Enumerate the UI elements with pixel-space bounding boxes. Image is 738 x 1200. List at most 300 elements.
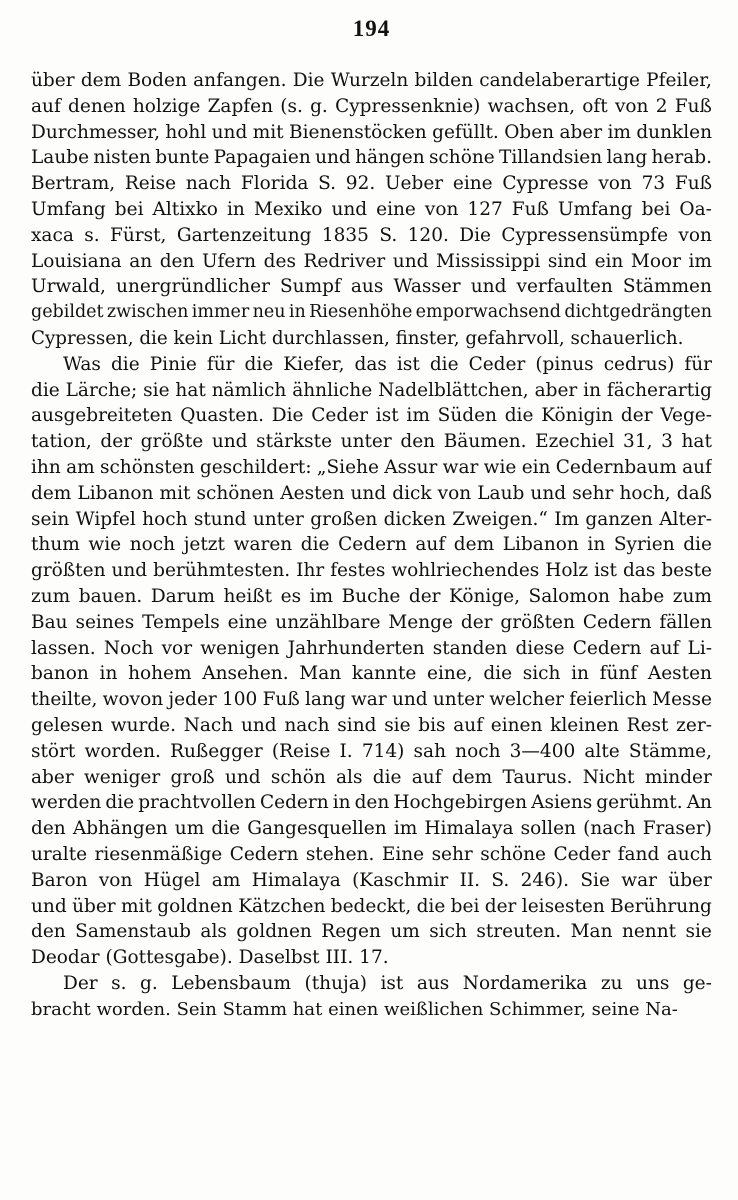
word: Abhängen xyxy=(72,818,168,840)
text-line xyxy=(31,610,712,636)
text-line xyxy=(31,997,712,1023)
word: ge- xyxy=(682,972,712,994)
word: kannte xyxy=(351,663,417,685)
word: III. xyxy=(325,947,360,969)
word: Jahrhunderten xyxy=(287,637,425,659)
word: und xyxy=(31,895,67,917)
word: der xyxy=(484,895,517,917)
word: Ezechiel xyxy=(535,431,615,453)
word: auf xyxy=(682,456,712,478)
word: stört xyxy=(31,740,76,762)
word: Gangesquellen xyxy=(247,818,387,840)
paragraph xyxy=(31,352,712,971)
word: Umfang xyxy=(557,198,633,220)
word: die xyxy=(300,534,330,556)
word: dem xyxy=(31,482,72,504)
word: unter xyxy=(252,508,304,530)
word: um xyxy=(390,921,420,943)
word: zu xyxy=(600,972,623,994)
word: sie xyxy=(685,921,712,943)
word: die xyxy=(683,534,712,556)
word: über xyxy=(31,70,75,91)
word: Reise xyxy=(124,173,177,195)
word: fand xyxy=(617,843,660,865)
word: Fuß xyxy=(674,95,712,117)
word: Ueber xyxy=(384,173,444,195)
word: und xyxy=(391,689,428,711)
word: Umfang xyxy=(31,198,106,220)
word: gelesen xyxy=(31,714,104,736)
word: sie xyxy=(384,714,411,736)
word: von xyxy=(424,198,459,220)
word: Tempels xyxy=(142,611,220,633)
word: stehen. xyxy=(305,843,375,865)
word: ähnliche xyxy=(292,379,373,401)
word: Baron xyxy=(31,869,88,891)
text-line xyxy=(31,300,712,326)
word: Cypresse xyxy=(502,173,589,195)
word: Regen xyxy=(321,921,381,943)
word: Schimmer, xyxy=(489,998,592,1020)
word: Wurzeln xyxy=(330,70,409,91)
word: riesenmäßige xyxy=(94,843,223,865)
word: Li- xyxy=(687,637,712,659)
word: (thuja) xyxy=(304,972,367,994)
word: Nordamerika xyxy=(462,972,588,994)
word: hohem xyxy=(128,663,192,685)
word: bilden xyxy=(414,70,473,91)
word: und xyxy=(392,250,429,272)
word: bei xyxy=(450,895,480,917)
word: immer xyxy=(191,302,250,323)
word: Bienenstöcken xyxy=(288,121,427,143)
text-line xyxy=(31,249,712,275)
word: 127 xyxy=(467,198,503,220)
text-line xyxy=(31,352,712,378)
text-line xyxy=(31,636,712,662)
word: Na- xyxy=(645,998,678,1020)
word: Mexiko xyxy=(253,198,323,220)
word: aber xyxy=(31,766,74,788)
word: hohl xyxy=(165,121,207,143)
word: emporwachsend xyxy=(415,302,562,323)
word: lassen. xyxy=(31,637,96,659)
word: die xyxy=(139,327,174,349)
word: den xyxy=(31,921,66,943)
word: g. xyxy=(140,972,158,994)
word: weniger xyxy=(83,766,161,788)
page-number: 194 xyxy=(352,16,391,41)
word: unter xyxy=(340,431,392,453)
word: Könige, xyxy=(449,585,521,607)
word: Cedernbaum xyxy=(555,456,677,478)
text-line xyxy=(31,532,712,558)
word: nämlich xyxy=(211,379,287,401)
word: Man xyxy=(299,663,342,685)
word: es xyxy=(280,585,302,607)
word: diese xyxy=(515,637,565,659)
word: Bertram, xyxy=(31,173,116,195)
word: kleinen xyxy=(550,714,619,736)
word: eine xyxy=(452,173,493,195)
word: Süden xyxy=(437,405,497,427)
word: Asiens xyxy=(531,792,593,814)
word: hoch, xyxy=(619,482,671,504)
word: war xyxy=(350,689,387,711)
word: hoch xyxy=(142,508,188,530)
word: wurde. xyxy=(110,714,176,736)
word: eine, xyxy=(427,663,473,685)
word: 2 xyxy=(655,95,668,117)
word: Fraser) xyxy=(642,818,712,840)
word: 1835 xyxy=(321,224,369,246)
word: Lärche; xyxy=(65,379,138,401)
word: Fürst, xyxy=(110,224,167,246)
word: ein xyxy=(521,456,551,478)
word: Kätzchen xyxy=(238,895,326,917)
text-line xyxy=(31,868,712,894)
word: gerühmt. xyxy=(596,792,683,814)
word: S. xyxy=(379,224,398,246)
word: ganzen xyxy=(585,508,653,530)
word: mit xyxy=(159,482,191,504)
word: finster, xyxy=(395,327,466,349)
word: Darum xyxy=(150,585,215,607)
word: Die xyxy=(459,224,491,246)
word: bunte xyxy=(155,147,210,169)
word: prachtvollen xyxy=(138,792,256,814)
word: goldnen xyxy=(157,895,233,917)
word: (Reise xyxy=(271,740,331,762)
word: Was xyxy=(63,353,101,375)
word: und xyxy=(224,766,261,788)
word: s. xyxy=(84,224,100,246)
word: alte xyxy=(584,740,620,762)
word: wohlriechendes xyxy=(391,560,540,582)
word: in xyxy=(587,534,606,556)
word: Taurus. xyxy=(502,766,573,788)
word: Noch xyxy=(103,637,154,659)
word: fällen xyxy=(659,611,712,633)
word: von xyxy=(614,95,649,117)
word: leisesten xyxy=(521,895,605,917)
word: herab. xyxy=(651,147,712,169)
word: gefüllt. xyxy=(432,121,499,143)
word: dicken xyxy=(383,508,446,530)
word: den xyxy=(354,792,390,814)
word: Sie xyxy=(580,869,610,891)
word: sich xyxy=(522,663,561,685)
word: als xyxy=(200,921,227,943)
word: schönen xyxy=(196,482,275,504)
word: 100 xyxy=(222,689,258,711)
word: worden. xyxy=(84,740,161,762)
text-line xyxy=(31,481,712,507)
word: und xyxy=(315,147,351,169)
word: Cypressensümpfe xyxy=(501,224,669,246)
word: stund xyxy=(193,508,247,530)
word: die xyxy=(372,766,402,788)
word: in xyxy=(332,792,351,814)
word: sehr xyxy=(431,843,473,865)
word: Fuß xyxy=(511,198,549,220)
word: über xyxy=(668,869,712,891)
word: der xyxy=(408,585,441,607)
word: Durchmesser, xyxy=(31,121,160,143)
word: Altixko xyxy=(152,198,218,220)
text-line xyxy=(31,68,712,94)
word: dunklen xyxy=(636,121,712,143)
word: (nach xyxy=(583,818,636,840)
word: seine xyxy=(591,998,646,1020)
word: berühmtesten. xyxy=(153,560,291,582)
word: ausgebreiteten xyxy=(31,405,173,427)
word: Quasten. xyxy=(180,405,265,427)
word: Hochgebirgen xyxy=(393,792,528,814)
word: gefahrvoll, xyxy=(465,327,571,349)
word: auf xyxy=(411,766,442,788)
word: Berührung xyxy=(610,895,712,917)
word: auf xyxy=(649,637,680,659)
word: in xyxy=(99,663,118,685)
word: um xyxy=(174,818,205,840)
word: Cedern xyxy=(572,637,642,659)
word: dem xyxy=(451,766,493,788)
word: lang xyxy=(304,689,346,711)
word: hat xyxy=(681,431,712,453)
word: Wipfel xyxy=(75,508,136,530)
word: im xyxy=(688,250,712,272)
text-line xyxy=(31,945,712,971)
word: banon xyxy=(31,663,89,685)
word: Moor xyxy=(630,250,681,272)
word: minder xyxy=(644,766,712,788)
word: schöne xyxy=(480,843,546,865)
paragraph xyxy=(31,68,712,352)
word: bis xyxy=(418,714,446,736)
word: lang xyxy=(606,147,648,169)
word: in xyxy=(571,663,589,685)
word: die xyxy=(504,405,534,427)
text-line xyxy=(31,842,712,868)
word: das xyxy=(622,560,656,582)
word: aber xyxy=(559,121,603,143)
word: hat xyxy=(292,998,329,1020)
word: und xyxy=(331,198,368,220)
word: den xyxy=(31,818,66,840)
word: (Gottesgabe). xyxy=(105,947,239,969)
word: Ihr xyxy=(296,560,325,582)
word: hat xyxy=(175,379,206,401)
word: Oa- xyxy=(679,198,712,220)
word: Ceder xyxy=(468,353,526,375)
word: und xyxy=(211,431,248,453)
word: tation, xyxy=(31,431,92,453)
word: Alter- xyxy=(659,508,712,530)
word: (Kaschmir xyxy=(352,869,449,891)
word: Salomon xyxy=(528,585,610,607)
word: Fuß xyxy=(262,689,300,711)
word: Libanon xyxy=(502,534,579,556)
word: sie xyxy=(143,379,170,401)
word: Vege- xyxy=(660,405,712,427)
word: sein xyxy=(31,508,70,530)
word: für xyxy=(206,353,235,375)
word: am xyxy=(211,869,241,891)
word: waren xyxy=(233,534,293,556)
word: Papagaien xyxy=(213,147,311,169)
text-line xyxy=(31,197,712,223)
word: dick xyxy=(392,482,432,504)
text-line xyxy=(31,584,712,610)
word: war xyxy=(442,456,479,478)
word: und xyxy=(530,482,567,504)
paragraph xyxy=(31,971,712,1023)
word: Boden xyxy=(127,70,187,91)
text-line xyxy=(31,739,712,765)
word: im xyxy=(393,818,418,840)
word: Libanon xyxy=(77,482,154,504)
word: An xyxy=(686,792,712,814)
word: mit xyxy=(121,895,152,917)
word: unergründlicher xyxy=(116,276,270,298)
word: sind xyxy=(337,714,377,736)
word: und xyxy=(470,276,507,298)
word: nisten xyxy=(93,147,151,169)
word: Der xyxy=(63,972,98,994)
word: stärkste xyxy=(256,431,333,453)
word: vor xyxy=(161,637,193,659)
word: Nadelblättchen, xyxy=(378,379,529,401)
word: am xyxy=(66,456,95,478)
word: aus xyxy=(416,972,450,994)
word: uralte xyxy=(31,843,88,865)
word: auf xyxy=(453,714,484,736)
word: ist xyxy=(375,405,399,427)
word: die xyxy=(429,353,459,375)
word: standen xyxy=(432,637,508,659)
word: Samenstaub xyxy=(75,921,191,943)
text-line xyxy=(31,94,712,120)
word: Die xyxy=(292,70,325,91)
word: groß xyxy=(170,766,215,788)
word: als xyxy=(336,766,363,788)
word: Aesten xyxy=(280,482,345,504)
word: sehr xyxy=(572,482,614,504)
word: dichtgedrängten xyxy=(564,302,712,323)
word: jetzt xyxy=(183,534,225,556)
word: I. xyxy=(339,740,353,762)
word: uns xyxy=(636,972,670,994)
word: größten xyxy=(31,560,106,582)
word: welcher xyxy=(489,689,564,711)
word: der xyxy=(100,431,133,453)
text-line xyxy=(31,790,712,816)
word: Menge xyxy=(388,611,453,633)
word: schauerlich. xyxy=(570,327,684,349)
word: ein xyxy=(594,250,624,272)
word: Cypressen, xyxy=(31,327,140,349)
word: die xyxy=(211,818,241,840)
text-line xyxy=(31,403,712,429)
word: Ufern xyxy=(201,250,257,272)
word: die xyxy=(105,792,135,814)
word: ist xyxy=(594,560,617,582)
word: die xyxy=(244,353,274,375)
word: wenigen xyxy=(200,637,280,659)
word: von xyxy=(437,482,472,504)
word: noch xyxy=(455,740,501,762)
word: im xyxy=(406,405,430,427)
word: über xyxy=(72,895,116,917)
word: Himalaya xyxy=(424,818,514,840)
word: Die xyxy=(271,405,304,427)
word: des xyxy=(263,250,296,272)
text-line xyxy=(31,687,712,713)
word: neu xyxy=(252,302,286,323)
word: verfaulten xyxy=(516,276,613,298)
word: worden. xyxy=(96,998,177,1020)
word: theilte, xyxy=(31,689,98,711)
word: Oben xyxy=(504,121,555,143)
word: gebildet xyxy=(31,302,104,323)
word: feierlich xyxy=(569,689,647,711)
word: Louisiana xyxy=(31,250,122,272)
word: Riesenhöhe xyxy=(309,302,413,323)
word: Redriver xyxy=(303,250,386,272)
word: ihn xyxy=(31,456,61,478)
word: oft xyxy=(582,95,608,117)
word: sollen xyxy=(520,818,576,840)
word: denen xyxy=(68,95,126,117)
word: bei xyxy=(641,198,671,220)
text-line xyxy=(31,145,712,171)
word: war xyxy=(621,869,657,891)
text-line xyxy=(31,378,712,404)
word: Messe xyxy=(652,689,712,711)
word: Assur xyxy=(384,456,438,478)
word: für xyxy=(684,353,712,375)
word: Rußegger xyxy=(170,740,263,762)
word: weißlichen xyxy=(384,998,490,1020)
word: 3 xyxy=(661,431,673,453)
word: durchlassen, xyxy=(271,327,396,349)
text-line xyxy=(31,971,712,997)
word: aber xyxy=(534,379,578,401)
word: 120. xyxy=(407,224,449,246)
word: Ansehen. xyxy=(202,663,289,685)
word: heißt xyxy=(223,585,273,607)
word: Aesten xyxy=(647,663,712,685)
word: Königin xyxy=(541,405,614,427)
word: Urwald, xyxy=(31,276,106,298)
word: Cedern xyxy=(229,843,299,865)
word: Hügel xyxy=(143,869,201,891)
word: noch xyxy=(129,534,176,556)
word: Cedern xyxy=(338,534,407,556)
word: einen xyxy=(328,998,385,1020)
word: 17. xyxy=(359,947,389,969)
word: unzählbare xyxy=(275,611,381,633)
word: Tillandsien xyxy=(499,147,603,169)
word: ist xyxy=(380,972,404,994)
word: 31, xyxy=(623,431,653,453)
word: Man xyxy=(570,921,613,943)
word: Sumpf xyxy=(280,276,341,298)
word: größte xyxy=(140,431,204,453)
word: 246). xyxy=(520,869,570,891)
word: 3—400 xyxy=(509,740,576,762)
